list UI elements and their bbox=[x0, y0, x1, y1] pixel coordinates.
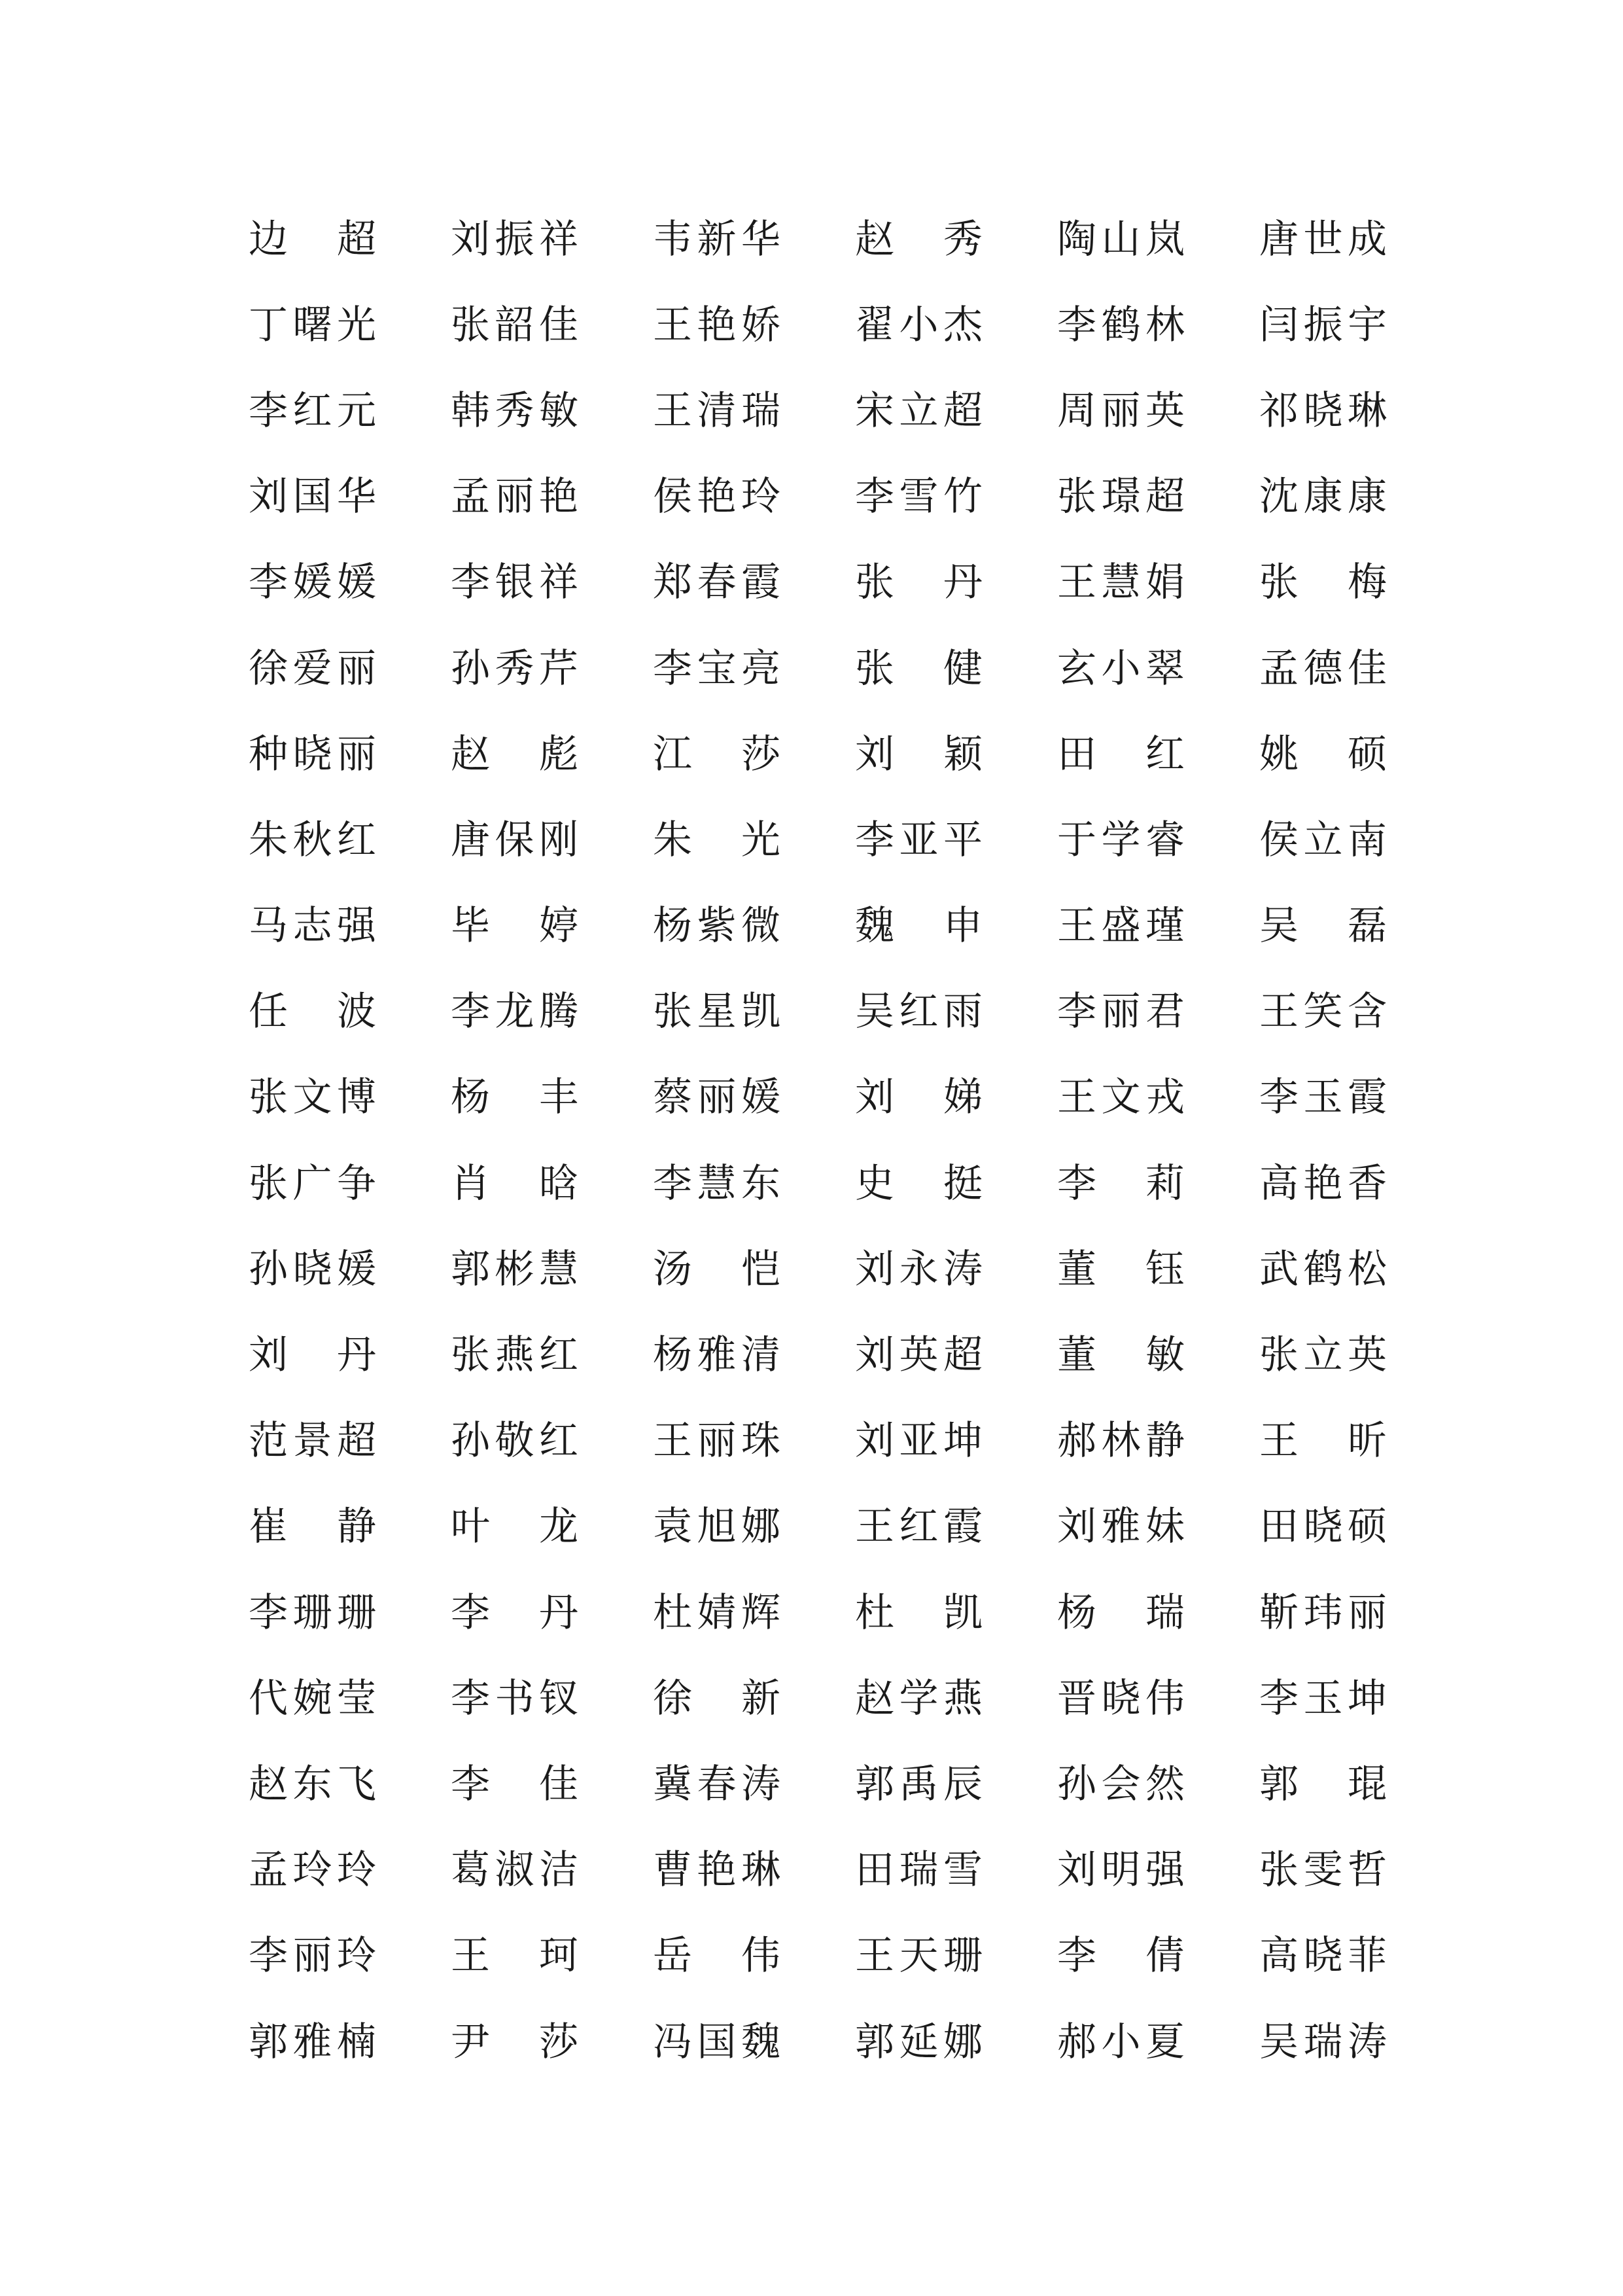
name-entry: 史 挺 bbox=[855, 1160, 983, 1207]
name-entry: 侯 艳 玲 bbox=[653, 474, 780, 520]
name-entry: 孟 丽 艳 bbox=[451, 474, 578, 520]
name-entry: 宋 立 超 bbox=[855, 387, 983, 434]
name-entry: 吴 瑞 涛 bbox=[1259, 2019, 1387, 2065]
name-entry: 董 钰 bbox=[1057, 1246, 1185, 1292]
name-entry: 祁 晓 琳 bbox=[1259, 387, 1387, 434]
name-entry: 王 珂 bbox=[451, 1933, 578, 1979]
name-entry: 沈 康 康 bbox=[1259, 474, 1387, 520]
name-entry: 蔡 丽 媛 bbox=[653, 1074, 780, 1121]
name-entry: 刘 亚 坤 bbox=[855, 1418, 983, 1464]
name-entry: 张 广 争 bbox=[249, 1160, 376, 1207]
name-entry: 赵 东 飞 bbox=[249, 1761, 376, 1807]
name-entry: 田 晓 硕 bbox=[1259, 1504, 1387, 1550]
name-entry: 唐 保 刚 bbox=[451, 817, 578, 863]
name-entry: 郭 琨 bbox=[1259, 1761, 1387, 1807]
name-entry: 王 艳 娇 bbox=[653, 302, 780, 348]
name-entry: 张 雯 哲 bbox=[1259, 1847, 1387, 1894]
name-entry: 杜 婧 辉 bbox=[653, 1589, 780, 1636]
name-entry: 毕 婷 bbox=[451, 903, 578, 949]
name-entry: 徐 爱 丽 bbox=[249, 645, 376, 692]
name-entry: 翟 小 杰 bbox=[855, 302, 983, 348]
name-entry: 刘 明 强 bbox=[1057, 1847, 1185, 1894]
name-entry: 李 书 钗 bbox=[451, 1675, 578, 1722]
name-entry: 李 鹤 林 bbox=[1057, 302, 1185, 348]
name-entry: 李 雪 竹 bbox=[855, 474, 983, 520]
name-entry: 叶 龙 bbox=[451, 1504, 578, 1550]
name-entry: 张 文 博 bbox=[249, 1074, 376, 1121]
name-entry: 董 敏 bbox=[1057, 1332, 1185, 1379]
name-entry: 张 璟 超 bbox=[1057, 474, 1185, 520]
name-entry: 杨 雅 清 bbox=[653, 1332, 780, 1379]
name-entry: 孙 敬 红 bbox=[451, 1418, 578, 1464]
name-entry: 于 学 睿 bbox=[1057, 817, 1185, 863]
name-entry: 张 燕 红 bbox=[451, 1332, 578, 1379]
name-entry: 王 清 瑞 bbox=[653, 387, 780, 434]
name-entry: 刘 雅 妹 bbox=[1057, 1504, 1185, 1550]
name-entry: 丁 曙 光 bbox=[249, 302, 376, 348]
name-entry: 李 亚 平 bbox=[855, 817, 983, 863]
name-entry: 杨 瑞 bbox=[1057, 1589, 1185, 1636]
name-entry: 李 慧 东 bbox=[653, 1160, 780, 1207]
name-entry: 王 盛 瑾 bbox=[1057, 903, 1185, 949]
name-entry: 刘 永 涛 bbox=[855, 1246, 983, 1292]
name-entry: 朱 秋 红 bbox=[249, 817, 376, 863]
name-entry: 孙 晓 媛 bbox=[249, 1246, 376, 1292]
name-entry: 徐 新 bbox=[653, 1675, 780, 1722]
name-entry: 李 丽 君 bbox=[1057, 989, 1185, 1035]
name-entry: 郭 延 娜 bbox=[855, 2019, 983, 2065]
name-entry: 杨 丰 bbox=[451, 1074, 578, 1121]
name-entry: 侯 立 南 bbox=[1259, 817, 1387, 863]
name-entry: 郭 雅 楠 bbox=[249, 2019, 376, 2065]
name-entry: 李 红 元 bbox=[249, 387, 376, 434]
name-entry: 魏 申 bbox=[855, 903, 983, 949]
name-entry: 刘 振 祥 bbox=[451, 216, 578, 262]
name-entry: 孙 秀 芹 bbox=[451, 645, 578, 692]
name-entry: 靳 玮 丽 bbox=[1259, 1589, 1387, 1636]
name-entry: 刘 英 超 bbox=[855, 1332, 983, 1379]
name-entry: 杨 紫 微 bbox=[653, 903, 780, 949]
name-entry: 王 红 霞 bbox=[855, 1504, 983, 1550]
name-entry: 田 瑞 雪 bbox=[855, 1847, 983, 1894]
name-entry: 唐 世 成 bbox=[1259, 216, 1387, 262]
name-entry: 任 波 bbox=[249, 989, 376, 1035]
name-entry: 韩 秀 敏 bbox=[451, 387, 578, 434]
name-entry: 赵 秀 bbox=[855, 216, 983, 262]
name-entry: 郭 彬 慧 bbox=[451, 1246, 578, 1292]
name-entry: 葛 淑 洁 bbox=[451, 1847, 578, 1894]
name-entry: 张 健 bbox=[855, 645, 983, 692]
name-entry: 田 红 bbox=[1057, 731, 1185, 777]
name-entry: 周 丽 英 bbox=[1057, 387, 1185, 434]
name-entry: 李 龙 腾 bbox=[451, 989, 578, 1035]
name-entry: 刘 丹 bbox=[249, 1332, 376, 1379]
name-entry: 高 艳 香 bbox=[1259, 1160, 1387, 1207]
name-entry: 赵 学 燕 bbox=[855, 1675, 983, 1722]
name-entry: 岳 伟 bbox=[653, 1933, 780, 1979]
name-entry: 李 珊 珊 bbox=[249, 1589, 376, 1636]
name-entry: 尹 莎 bbox=[451, 2019, 578, 2065]
name-entry: 陶 山 岚 bbox=[1057, 216, 1185, 262]
name-entry: 吴 红 雨 bbox=[855, 989, 983, 1035]
name-entry: 王 慧 娟 bbox=[1057, 559, 1185, 606]
name-entry: 王 丽 珠 bbox=[653, 1418, 780, 1464]
name-entry: 张 丹 bbox=[855, 559, 983, 606]
name-entry: 李 倩 bbox=[1057, 1933, 1185, 1979]
name-entry: 朱 光 bbox=[653, 817, 780, 863]
name-entry: 王 笑 含 bbox=[1259, 989, 1387, 1035]
name-entry: 赵 彪 bbox=[451, 731, 578, 777]
name-entry: 王 文 戎 bbox=[1057, 1074, 1185, 1121]
name-entry: 刘 国 华 bbox=[249, 474, 376, 520]
name-list bbox=[249, 196, 1387, 2085]
name-entry: 江 莎 bbox=[653, 731, 780, 777]
name-entry: 吴 磊 bbox=[1259, 903, 1387, 949]
name-entry: 崔 静 bbox=[249, 1504, 376, 1550]
name-entry: 郝 小 夏 bbox=[1057, 2019, 1185, 2065]
name-entry: 郑 春 霞 bbox=[653, 559, 780, 606]
name-entry: 张 梅 bbox=[1259, 559, 1387, 606]
name-entry: 王 昕 bbox=[1259, 1418, 1387, 1464]
name-entry: 李 莉 bbox=[1057, 1160, 1185, 1207]
name-entry: 闫 振 宇 bbox=[1259, 302, 1387, 348]
name-entry: 孟 玲 玲 bbox=[249, 1847, 376, 1894]
name-entry: 张 韶 佳 bbox=[451, 302, 578, 348]
name-entry: 冯 国 魏 bbox=[653, 2019, 780, 2065]
name-entry: 高 晓 菲 bbox=[1259, 1933, 1387, 1979]
name-entry: 种 晓 丽 bbox=[249, 731, 376, 777]
name-entry: 代 婉 莹 bbox=[249, 1675, 376, 1722]
name-entry: 晋 晓 伟 bbox=[1057, 1675, 1185, 1722]
name-entry: 李 丹 bbox=[451, 1589, 578, 1636]
name-entry: 袁 旭 娜 bbox=[653, 1504, 780, 1550]
name-entry: 郭 禹 辰 bbox=[855, 1761, 983, 1807]
name-entry: 韦 新 华 bbox=[653, 216, 780, 262]
name-entry: 刘 颖 bbox=[855, 731, 983, 777]
name-entry: 玄 小 翠 bbox=[1057, 645, 1185, 692]
name-entry: 张 星 凯 bbox=[653, 989, 780, 1035]
name-entry: 孙 会 然 bbox=[1057, 1761, 1185, 1807]
name-entry: 姚 硕 bbox=[1259, 731, 1387, 777]
name-entry: 郝 林 静 bbox=[1057, 1418, 1185, 1464]
name-entry: 孟 德 佳 bbox=[1259, 645, 1387, 692]
name-entry: 冀 春 涛 bbox=[653, 1761, 780, 1807]
name-entry: 李 宝 亮 bbox=[653, 645, 780, 692]
name-entry: 李 媛 媛 bbox=[249, 559, 376, 606]
name-entry: 马 志 强 bbox=[249, 903, 376, 949]
name-entry: 张 立 英 bbox=[1259, 1332, 1387, 1379]
name-entry: 汤 恺 bbox=[653, 1246, 780, 1292]
name-entry: 武 鹤 松 bbox=[1259, 1246, 1387, 1292]
name-entry: 杜 凯 bbox=[855, 1589, 983, 1636]
name-entry: 李 玉 坤 bbox=[1259, 1675, 1387, 1722]
name-entry: 李 佳 bbox=[451, 1761, 578, 1807]
name-entry: 范 景 超 bbox=[249, 1418, 376, 1464]
name-entry: 李 银 祥 bbox=[451, 559, 578, 606]
name-entry: 曹 艳 琳 bbox=[653, 1847, 780, 1894]
name-entry: 李 玉 霞 bbox=[1259, 1074, 1387, 1121]
name-entry: 刘 娣 bbox=[855, 1074, 983, 1121]
name-entry: 肖 晗 bbox=[451, 1160, 578, 1207]
name-entry: 边 超 bbox=[249, 216, 376, 262]
name-entry: 李 丽 玲 bbox=[249, 1933, 376, 1979]
name-entry: 王 天 珊 bbox=[855, 1933, 983, 1979]
